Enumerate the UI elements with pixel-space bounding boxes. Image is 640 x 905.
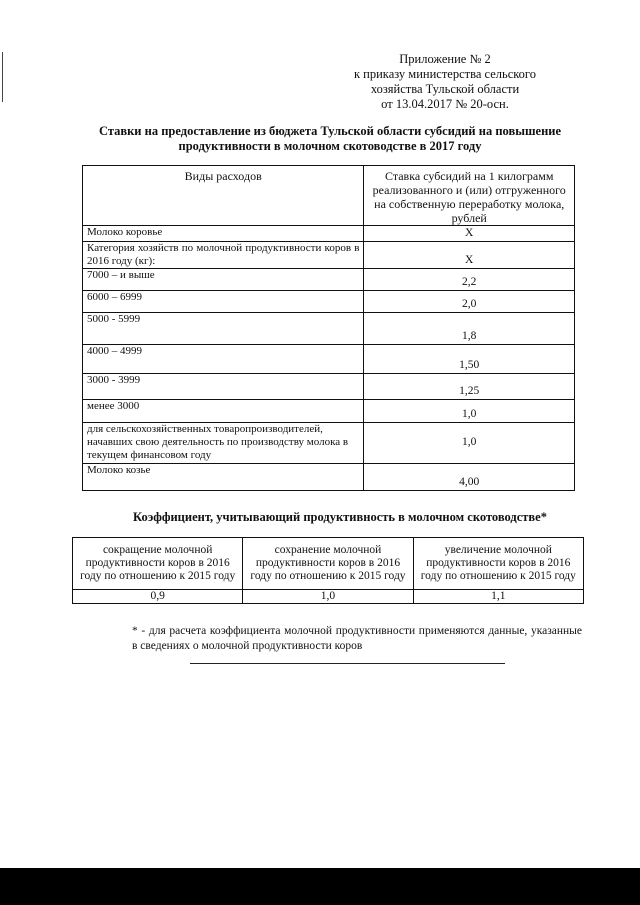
row-name: Категория хозяйств по молочной продуктивности коров в 2016 году (кг): [83, 242, 364, 269]
appendix-order-ref: к приказу министерства сельского [353, 67, 536, 81]
rates-table [82, 165, 575, 491]
table-row [83, 313, 575, 345]
row-value: Х [364, 226, 575, 242]
coefficient-table [72, 537, 584, 604]
header-maintain: сохранение молочной продуктивности коров в 2016 году по отношению к 2015 году [243, 538, 413, 590]
scan-bottom-edge [0, 868, 640, 905]
table-row [83, 464, 575, 491]
row-value: 2,0 [364, 291, 575, 313]
title-line-1: Ставки на предоставление из бюджета Тульской области субсидий на повышение [98, 124, 562, 138]
end-rule [190, 663, 505, 664]
value-decrease: 0,9 [73, 590, 243, 604]
value-maintain: 1,0 [243, 590, 413, 604]
document-title [60, 124, 600, 154]
col-header-rate: Ставка субсидий на 1 килограмм реализованного и (или) отгруженного на собственную переработку молока, рублей [364, 166, 575, 226]
coefficient-table-values [73, 590, 584, 604]
row-name: Молоко козье [83, 464, 364, 491]
footnote: * - для расчета коэффициента молочной продуктивности применяются данные, указанные в сведениях о молочной продуктивности коров [132, 625, 582, 652]
scan-edge-mark [2, 52, 3, 102]
row-name: для сельскохозяйственных товаропроизводителей, начавших свою деятельность по производству молока в текущем финансовом году [83, 423, 364, 464]
table-row [83, 226, 575, 242]
row-name: 3000 - 3999 [83, 374, 364, 400]
table-row [83, 400, 575, 423]
table-row [83, 345, 575, 374]
coefficient-table-header [73, 538, 584, 590]
table-row [83, 423, 575, 464]
row-value: 1,50 [364, 345, 575, 374]
row-name: 4000 – 4999 [83, 345, 364, 374]
table-row [83, 374, 575, 400]
col-header-expense-type: Виды расходов [83, 166, 364, 226]
header-decrease: сокращение молочной продуктивности коров в 2016 году по отношению к 2015 году [73, 538, 243, 590]
table-row [83, 291, 575, 313]
row-value: 4,00 [364, 464, 575, 491]
row-value: 1,0 [364, 423, 575, 464]
appendix-header [330, 52, 560, 112]
row-value: 1,0 [364, 400, 575, 423]
value-increase: 1,1 [413, 590, 583, 604]
table-row [83, 269, 575, 291]
row-value: 1,8 [364, 313, 575, 345]
row-value: 1,25 [364, 374, 575, 400]
appendix-date: от 13.04.2017 № 20-осн. [381, 97, 509, 111]
row-name: 7000 – и выше [83, 269, 364, 291]
row-name: Молоко коровье [83, 226, 364, 242]
row-value: 2,2 [364, 269, 575, 291]
appendix-number: Приложение № 2 [399, 52, 491, 66]
row-name: менее 3000 [83, 400, 364, 423]
row-name: 6000 – 6999 [83, 291, 364, 313]
rates-table-header [83, 166, 575, 226]
table-row [83, 242, 575, 269]
header-increase: увеличение молочной продуктивности коров в 2016 году по отношению к 2015 году [413, 538, 583, 590]
appendix-ministry: хозяйства Тульской области [370, 82, 520, 96]
row-name: 5000 - 5999 [83, 313, 364, 345]
title-line-2: продуктивности в молочном скотоводстве в 2017 году [178, 139, 482, 153]
coefficient-title: Коэффициент, учитывающий продуктивность в молочном скотоводстве* [133, 510, 547, 524]
row-value: Х [364, 242, 575, 269]
